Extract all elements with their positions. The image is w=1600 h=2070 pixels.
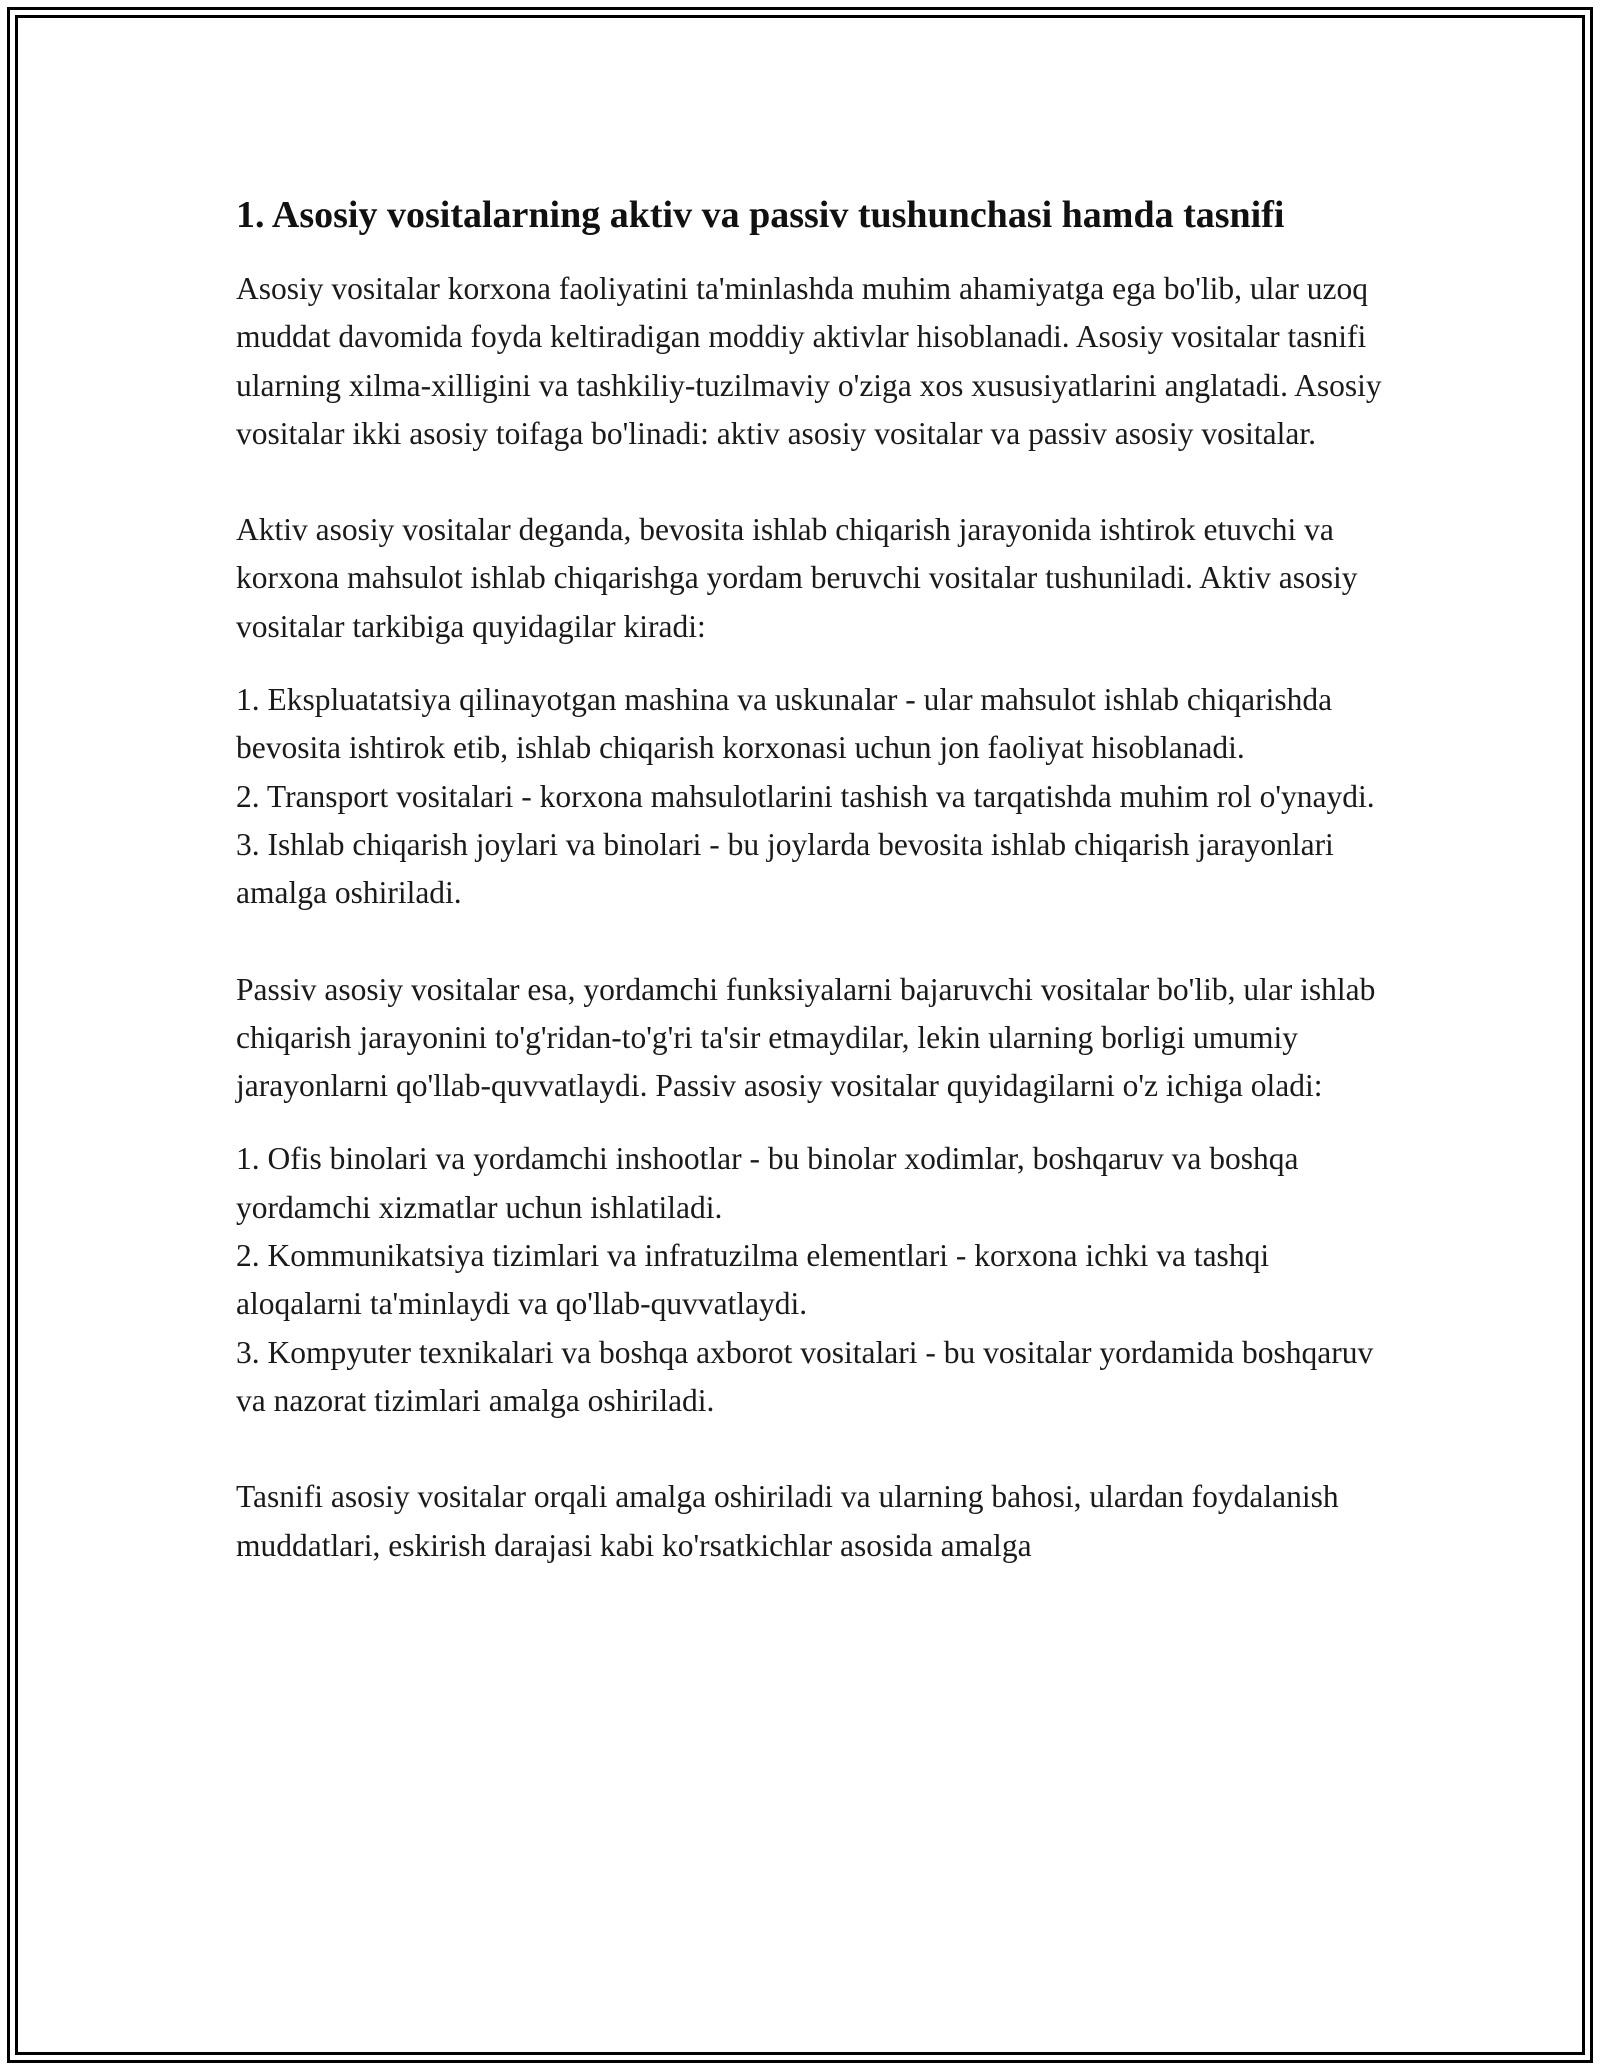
passive-assets-paragraph: Passiv asosiy vositalar esa, yordamchi funksiyalarni bajaruvchi vositalar bo'lib, ular ishlab chiqarish jarayonini to'g'ridan-to'g'ri ta'sir etmaydilar, lekin ularning borligi umumiy jarayonlarni qo'llab-quvvatlaydi. Passiv asosiy vositalar quyidagilarni o'z ichiga oladi: — [236, 971, 1376, 1104]
section-heading: 1. Asosiy vositalarning aktiv va passiv tushunchasi hamda tasnifi — [236, 194, 1285, 236]
list-item: 2. Kommunikatsiya tizimlari va infratuzilma elementlari - korxona ichki va tashqi aloqalarni ta'minlaydi va qo'llab-quvvatlaydi. — [236, 1238, 1270, 1322]
list-item: 3. Ishlab chiqarish joylari va binolari - bu joylarda bevosita ishlab chiqarish jarayonlari amalga oshiriladi. — [236, 826, 1334, 911]
active-assets-list — [236, 676, 1386, 917]
active-assets-paragraph: Aktiv asosiy vositalar deganda, bevosita ishlab chiqarish jarayonida ishtirok etuvchi va korxona mahsulot ishlab chiqarishga yordam beruvchi vositalar tushuniladi. Aktiv asosiy vositalar tarkibiga quyidagilar kiradi: — [236, 512, 1358, 644]
list-item: 1. Ofis binolari va yordamchi inshootlar - bu binolar xodimlar, boshqaruv va boshqa yordamchi xizmatlar uchun ishlatiladi. — [236, 1141, 1299, 1225]
intro-paragraph: Asosiy vositalar korxona faoliyatini ta'minlashda muhim ahamiyatga ega bo'lib, ular uzoq muddat davomida foyda keltiradigan moddiy aktivlar hisoblanadi. Asosiy vositalar tasnifi ularning xilma-xilligini va tashkiliy-tuzilmaviy o'ziga xos xususiyatlarini anglatadi. Asosiy vositalar ikki asosiy toifaga bo'linadi: aktiv asosiy vositalar va passiv asosiy vositalar. — [236, 271, 1382, 451]
classification-paragraph: Tasnifi asosiy vositalar orqali amalga oshiriladi va ularning bahosi, ulardan foydalanish muddatlari, eskirish darajasi kabi ko'rsatkichlar asosida amalga — [236, 1479, 1339, 1563]
list-item: 2. Transport vositalari - korxona mahsulotlarini tashish va tarqatishda muhim rol o'ynaydi. — [236, 778, 1375, 814]
document-body — [236, 188, 1386, 1570]
passive-assets-list — [236, 1135, 1386, 1425]
list-item: 1. Ekspluatatsiya qilinayotgan mashina va uskunalar - ular mahsulot ishlab chiqarishda bevosita ishtirok etib, ishlab chiqarish korxonasi uchun jon faoliyat hisoblanadi. — [236, 682, 1333, 766]
list-item: 3. Kompyuter texnikalari va boshqa axborot vositalari - bu vositalar yordamida boshqaruv va nazorat tizimlari amalga oshiriladi. — [236, 1334, 1374, 1418]
